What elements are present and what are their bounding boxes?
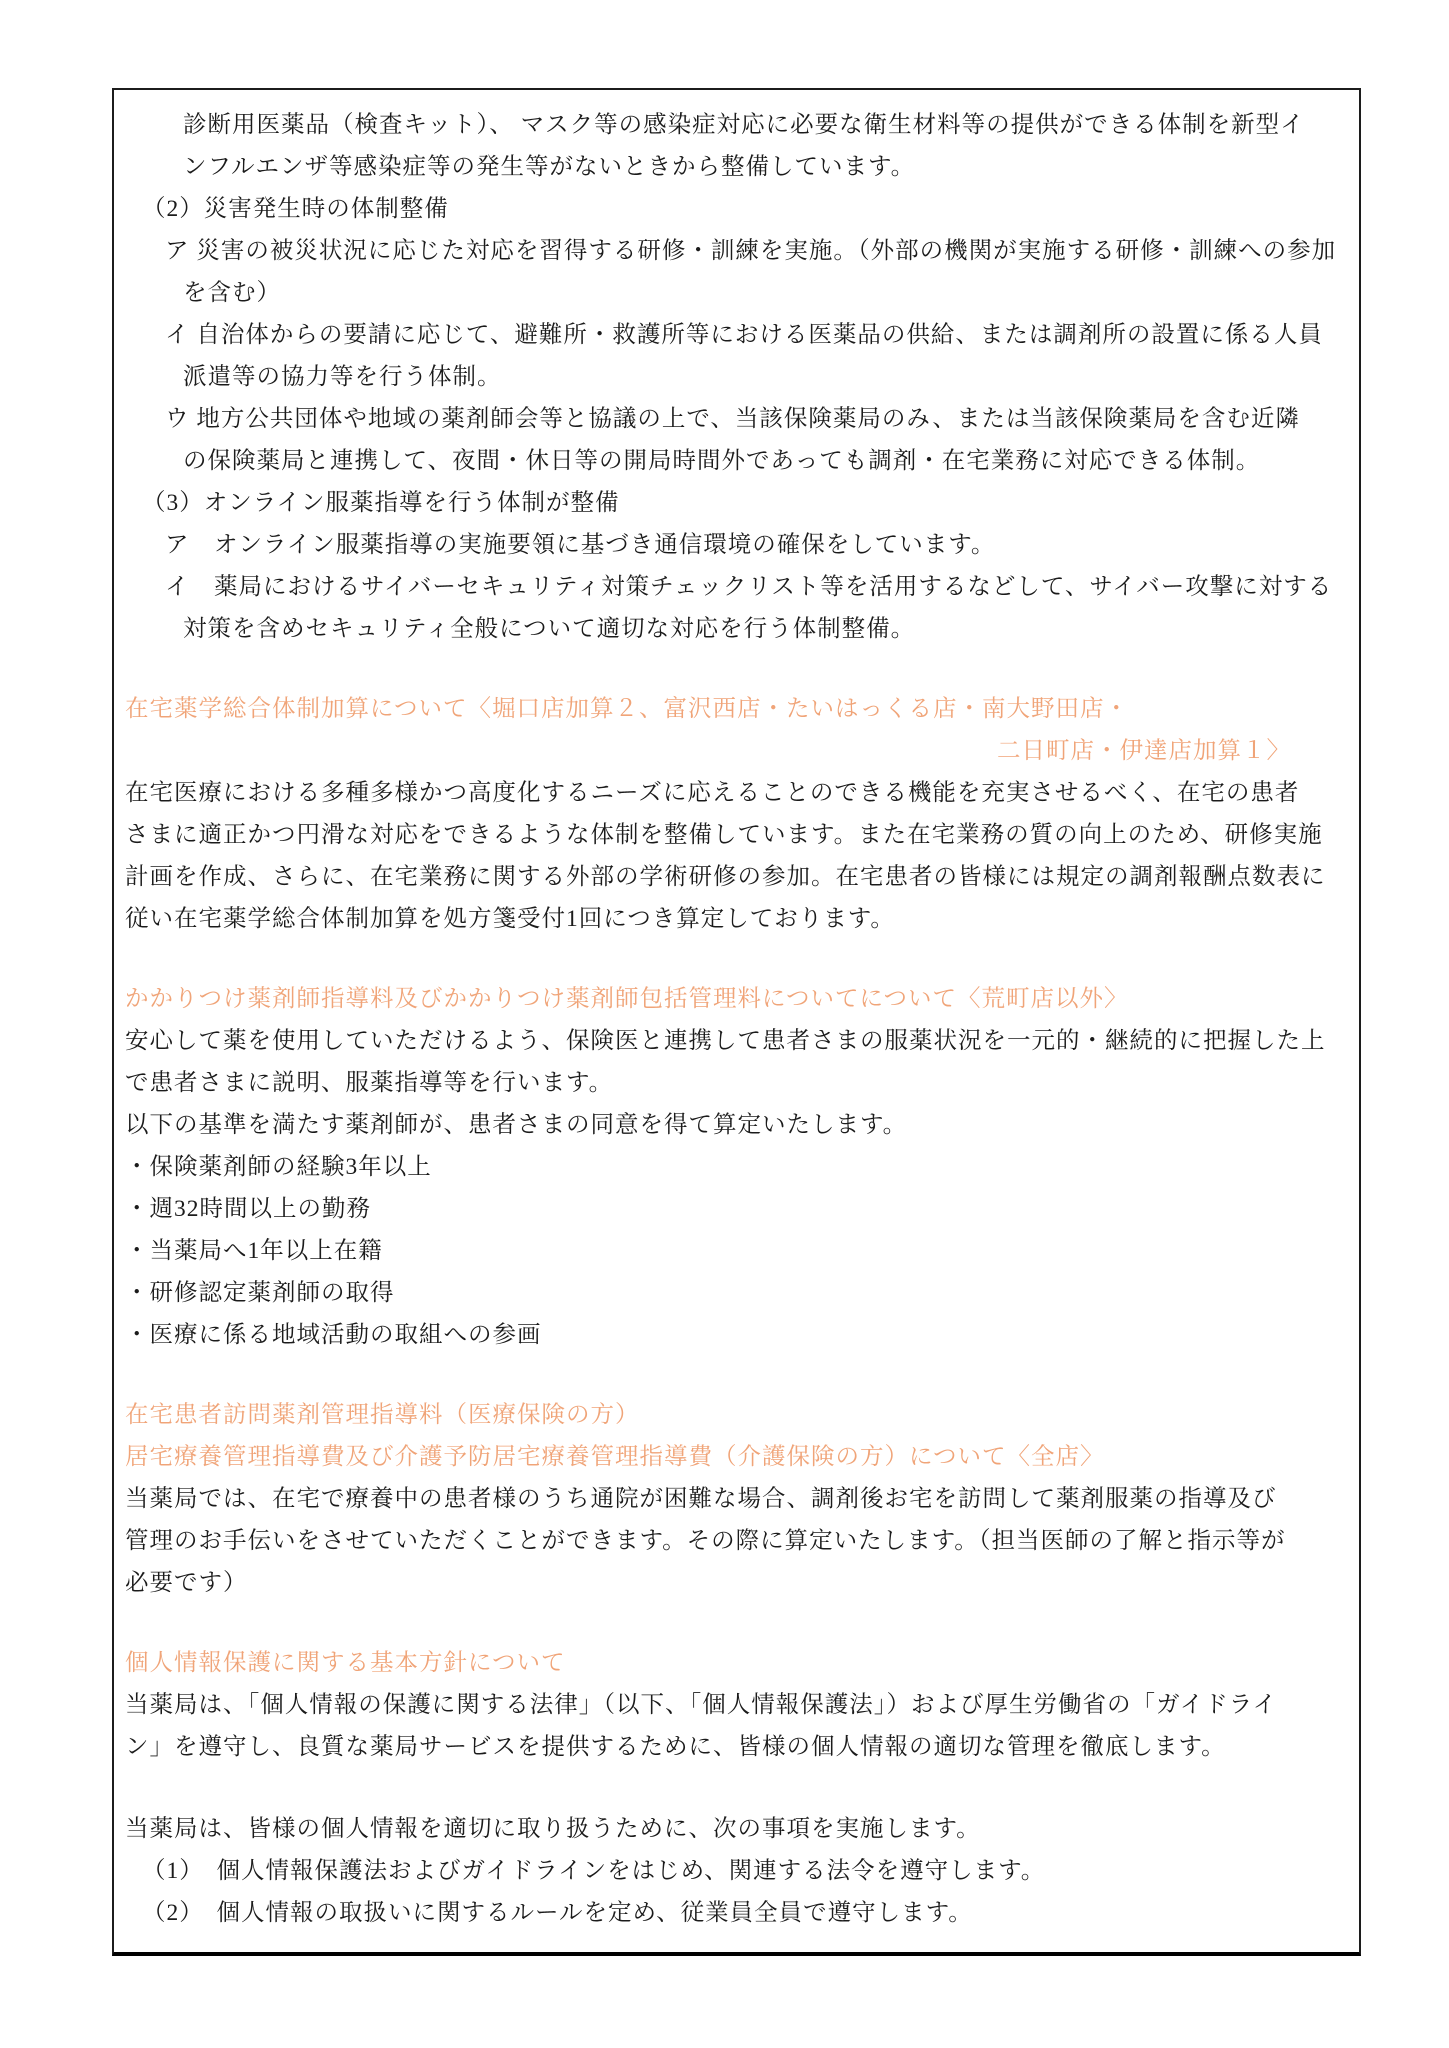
content-border-box [112,88,1361,1956]
text-line: 当薬局では、在宅で療養中の患者様のうち通院が困難な場合、調剤後お宅を訪問して薬剤服薬の指導及び [125,1486,1277,1512]
text-line: 当薬局は、皆様の個人情報を適切に取り扱うために、次の事項を実施します。 [125,1816,981,1842]
numbered-item: （1） 個人情報保護法およびガイドラインをはじめ、関連する法令を遵守します。 [142,1858,1046,1884]
section-kakaritsuke-pharmacist [125,978,1349,1356]
section-heading-line2: 居宅療養管理指導費及び介護予防居宅療養管理指導費（介護保険の方）について〈全店〉 [125,1444,1105,1470]
numbered-item: （2） 個人情報の取扱いに関するルールを定め、従業員全員で遵守します。 [142,1900,973,1926]
section-heading: 在宅患者訪問薬剤管理指導料（医療保険の方） [125,1402,640,1428]
list-item: ア 災害の被災状況に応じた対応を習得する研修・訓練を実施。（外部の機関が実施する研修・訓練への参加 [165,238,1337,264]
section-privacy-policy [125,1642,1349,1934]
text-line: 診断用医薬品（検査キット）、 マスク等の感染症対応に必要な衛生材料等の提供ができる体制を新型イ [183,112,1305,138]
section-heading-continuation: 二日町店・伊達店加算１〉 [997,738,1291,764]
bullet-line: ・当薬局へ1年以上在籍 [125,1238,383,1264]
text-line: を含む） [183,280,281,306]
section-heading: かかりつけ薬剤師指導料及びかかりつけ薬剤師包括管理料についてについて〈荒町店以外〉 [125,986,1129,1012]
list-item: イ 自治体からの要請に応じて、避難所・救護所等における医薬品の供給、または調剤所の設置に係る人員 [165,322,1323,348]
list-item: イ 薬局におけるサイバーセキュリティ対策チェックリスト等を活用するなどして、サイバー攻撃に対する [165,574,1333,600]
text-line: 必要です） [125,1570,248,1596]
text-line: で患者さまに説明、服薬指導等を行います。 [125,1070,614,1096]
bullet-line: ・週32時間以上の勤務 [125,1196,371,1222]
text-line: さまに適正かつ円滑な対応をできるような体制を整備しています。また在宅業務の質の向上のため、研修実施 [125,822,1323,848]
bullet-line: ・医療に係る地域活動の取組への参画 [125,1322,542,1348]
section-heading: 在宅薬学総合体制加算について〈堀口店加算２、富沢西店・たいはっくる店・南大野田店・ [125,696,1130,722]
section-home-visit-guidance [125,1394,1349,1604]
text-line: 計画を作成、さらに、在宅業務に関する外部の学術研修の参加。在宅患者の皆様には規定の調剤報酬点数表に [125,864,1326,890]
text-line: 安心して薬を使用していただけるよう、保険医と連携して患者さまの服薬状況を一元的・継続的に把握した上 [125,1028,1326,1054]
text-line: ン」を遵守し、良質な薬局サービスを提供するために、皆様の個人情報の適切な管理を徹底します。 [125,1734,1226,1760]
section-zaitaku-addition [125,688,1349,940]
text-line: 従い在宅薬学総合体制加算を処方箋受付1回につき算定しております。 [125,906,895,932]
text-line: 派遣等の協力等を行う体制。 [183,364,502,390]
list-item: （2）災害発生時の体制整備 [142,196,449,222]
text-line: 当薬局は、「個人情報の保護に関する法律」（以下、「個人情報保護法」）および厚生労働省の「ガイドライ [125,1692,1278,1718]
section-heading: 個人情報保護に関する基本方針について [125,1650,566,1676]
list-item: ア オンライン服薬指導の実施要領に基づき通信環境の確保をしています。 [165,532,996,558]
text-line: 対策を含めセキュリティ全般について適切な対応を行う体制整備。 [183,616,916,642]
text-line: の保険薬局と連携して、夜間・休日等の開局時間外であっても調剤・在宅業務に対応できる体制。 [183,448,1261,474]
text-line: 在宅医療における多種多様かつ高度化するニーズに応えることのできる機能を充実させるべく、在宅の患者 [125,780,1300,806]
text-line: 以下の基準を満たす薬剤師が、患者さまの同意を得て算定いたします。 [125,1112,908,1138]
list-item: ウ 地方公共団体や地域の薬剤師会等と協議の上で、当該保険薬局のみ、または当該保険薬局を含む近隣 [165,406,1300,432]
text-line: ンフルエンザ等感染症等の発生等がないときから整備しています。 [183,154,916,180]
section-emergency-systems [125,104,1349,650]
bullet-line: ・研修認定薬剤師の取得 [125,1280,395,1306]
bullet-line: ・保険薬剤師の経験3年以上 [125,1154,432,1180]
list-item: （3）オンライン服薬指導を行う体制が整備 [142,490,620,516]
text-line: 管理のお手伝いをさせていただくことができます。その際に算定いたします。（担当医師の了解と指示等が [125,1528,1286,1554]
